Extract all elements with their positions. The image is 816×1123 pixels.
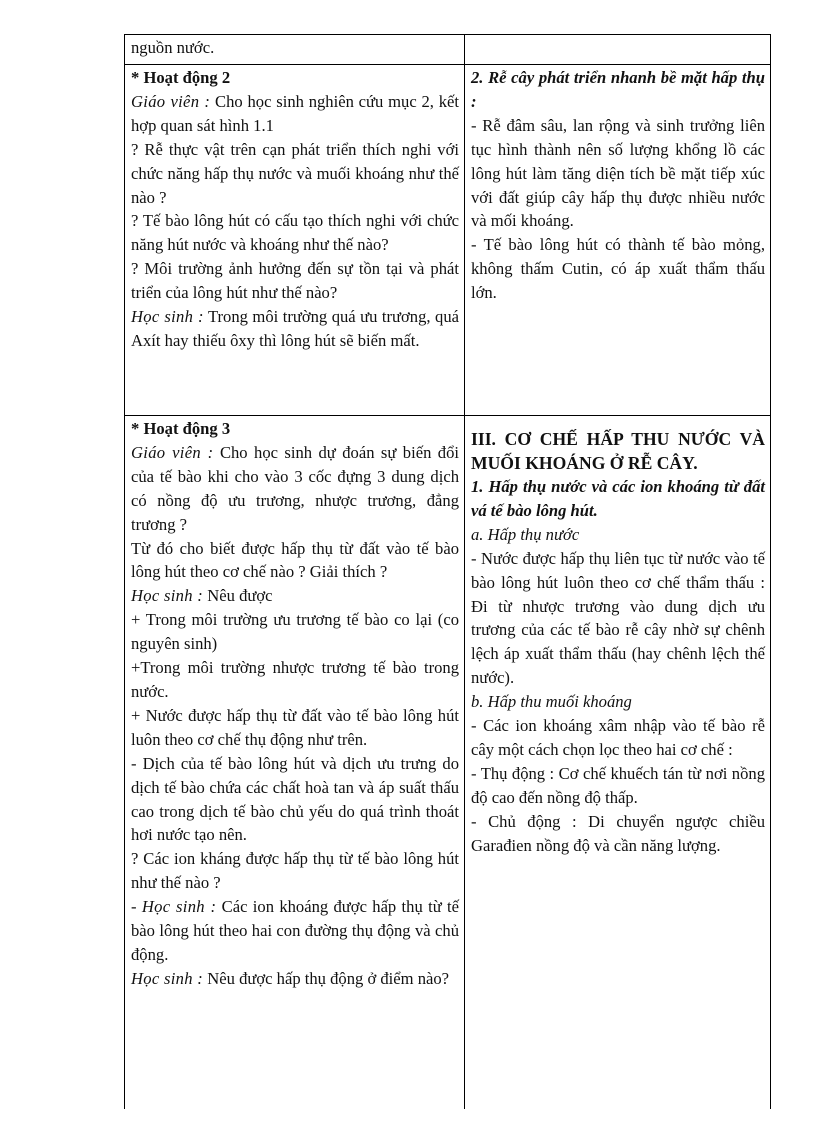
paragraph: - Nước được hấp thụ liên tục từ nước vào tế bào lông hút luôn theo cơ chế thẩm thấu : Đi từ nhược trương vào dung dịch ưu trương của các tế bào rễ cây nhờ sự chênh lệch áp xuất thẩm thấu (hay chênh lệch thế nước). xyxy=(471,548,765,688)
student-label: Học sinh : xyxy=(131,307,204,327)
activity-heading: * Hoạt động 2 xyxy=(131,68,231,87)
answer: +Trong môi trường nhược trương tế bào trong nước. xyxy=(131,658,459,701)
paragraph-text: Trong môi trường quá ưu trương, quá Axít hay thiếu ôxy thì lông hút sẽ biến mất. xyxy=(131,307,459,350)
table-row xyxy=(125,416,771,1110)
answer: + Nước được hấp thụ từ đất vào tế bào lông hút luôn theo cơ chế thụ động như trên. xyxy=(131,705,459,749)
answer: + Trong môi trường ưu trương tế bào co lại (co nguyên sinh) xyxy=(131,610,459,654)
teacher-label: Giáo viên : xyxy=(131,91,211,111)
left-cell xyxy=(125,35,465,65)
table-row xyxy=(125,35,771,65)
right-cell xyxy=(465,416,771,1110)
question: ? Tế bào lông hút có cấu tạo thích nghi với chức năng hút nước và khoáng như thế nào? xyxy=(131,211,459,255)
paragraph: - Thụ động : Cơ chế khuếch tán từ nơi nồng độ cao đến nồng độ thấp. xyxy=(471,763,765,807)
lesson-page xyxy=(124,34,770,1088)
paragraph-text: Cho học sinh dự đoán sự biến đổi của tế bào khi cho vào 3 cốc đựng 3 dung dịch có nồng độ ưu trương, nhược trương, đẳng trương ? xyxy=(131,442,459,534)
section-subtitle: 2. Rễ cây phát triển nhanh bề mặt hấp thụ : xyxy=(471,68,765,111)
paragraph-text: Nêu được xyxy=(203,586,273,606)
subsection-label: b. Hấp thu muối khoáng xyxy=(471,692,632,712)
paragraph: - Rễ đâm sâu, lan rộng và sinh trưởng liên tục hình thành nên số lượng khổng lồ các lông hút làm tăng diện tích bề mặt tiếp xúc với đất giúp cây hấp thụ được nhiều nước và mối khoáng. xyxy=(471,115,765,231)
paragraph-text: Các ion khoáng được hấp thụ từ tế bào lông hút theo hai con đường thụ động và chủ động. xyxy=(131,897,459,964)
paragraph xyxy=(131,967,459,991)
paragraph xyxy=(131,305,459,353)
section-title: III. CƠ CHẾ HẤP THU NƯỚC VÀ MUỐI KHOÁNG Ở RỄ CÂY. xyxy=(471,429,765,473)
paragraph-text: Cho học sinh nghiên cứu mục 2, kết hợp quan sát hình 1.1 xyxy=(131,91,459,135)
left-cell xyxy=(125,416,465,1110)
student-label: Học sinh : xyxy=(131,586,204,606)
subsection-label: a. Hấp thụ nước xyxy=(471,524,580,544)
paragraph: - Các ion khoáng xâm nhập vào tế bào rễ cây một cách chọn lọc theo hai cơ chế : xyxy=(471,716,765,759)
question: Từ đó cho biết được hấp thụ từ đất vào tế bào lông hút theo cơ chế nào ? Giải thích ? xyxy=(131,538,459,582)
paragraph-text: Nêu được hấp thụ động ở điểm nào? xyxy=(203,968,450,988)
section-subtitle: 1. Hấp thụ nước và các ion khoáng từ đất vá tế bào lông hút. xyxy=(471,477,765,520)
student-label: Học sinh : xyxy=(141,897,217,917)
dash-prefix: - xyxy=(131,897,142,917)
question: ? Môi trường ảnh hưởng đến sự tồn tại và phát triển của lông hút như thế nào? xyxy=(131,259,459,303)
paragraph: - Chủ động : Di chuyển ngược chiều Garađien nồng độ và cần năng lượng. xyxy=(471,811,765,855)
paragraph: nguồn nước. xyxy=(131,38,215,57)
paragraph xyxy=(131,895,459,967)
right-cell xyxy=(465,35,771,65)
lesson-table xyxy=(124,34,771,1109)
question: ? Rễ thực vật trên cạn phát triển thích nghi với chức năng hấp thụ nước và muối khoáng như thế nào ? xyxy=(131,139,459,207)
student-label: Học sinh : xyxy=(131,968,204,988)
activity-heading: * Hoạt động 3 xyxy=(131,419,231,438)
paragraph: - Tế bào lông hút có thành tế bào mỏng, không thấm Cutin, có áp xuất thẩm thấu lớn. xyxy=(471,235,765,303)
teacher-label: Giáo viên : xyxy=(131,442,214,462)
left-cell xyxy=(125,65,465,416)
paragraph xyxy=(131,441,459,537)
answer: - Dịch của tế bào lông hút và dịch ưu trưng do dịch tế bào chứa các chất hoà tan và áp suất thấu cao trong dịch tế bào chủ yếu do quá trình thoát hơi nước tạo nên. xyxy=(131,753,459,845)
right-cell xyxy=(465,65,771,416)
paragraph xyxy=(131,584,459,608)
paragraph xyxy=(131,90,459,138)
question: ? Các ion kháng được hấp thụ từ tế bào lông hút như thế nào ? xyxy=(131,849,459,893)
table-row xyxy=(125,65,771,416)
